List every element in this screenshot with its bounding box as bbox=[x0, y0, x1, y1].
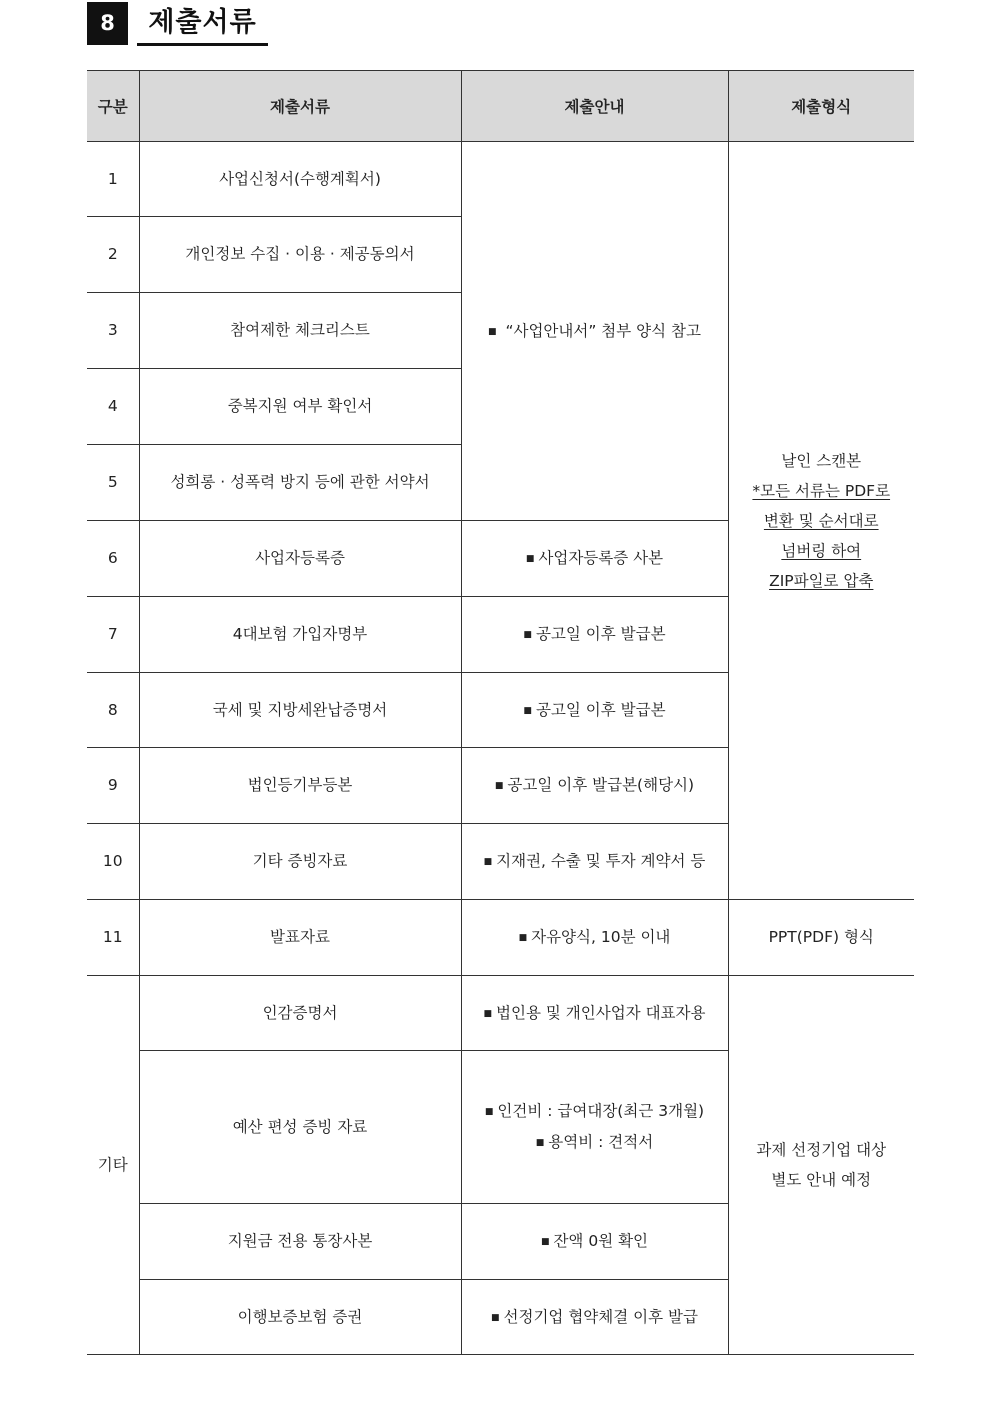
guide-cell bbox=[461, 824, 728, 900]
format-line: 날인 스캔본 bbox=[781, 451, 862, 470]
guide-text: 자유양식, 10분 이내 bbox=[531, 928, 671, 947]
row-number: 7 bbox=[87, 597, 139, 673]
format-underlined-text: *모든 서류는 PDF로 bbox=[752, 481, 891, 500]
document-name: 참여제한 체크리스트 bbox=[139, 293, 461, 369]
guide-text: 공고일 이후 발급본 bbox=[535, 625, 666, 644]
row-number: 3 bbox=[87, 293, 139, 369]
format-cell-other bbox=[728, 976, 914, 1355]
document-name: 기타 증빙자료 bbox=[139, 824, 461, 900]
guide-text: 사업자등록증 사본 bbox=[538, 549, 664, 568]
guide-cell bbox=[461, 900, 728, 976]
document-name: 예산 편성 증빙 자료 bbox=[139, 1051, 461, 1204]
section-number: 8 bbox=[87, 2, 128, 45]
square-bullet-icon: ■ bbox=[535, 1138, 545, 1148]
guide-cell bbox=[461, 1280, 728, 1355]
guide-cell bbox=[461, 521, 728, 597]
guide-line bbox=[462, 1096, 728, 1127]
guide-text: 공고일 이후 발급본(해당시) bbox=[507, 776, 695, 795]
row-number: 9 bbox=[87, 748, 139, 824]
format-underlined-text: 넘버링 하여 bbox=[781, 541, 862, 560]
guide-cell bbox=[461, 748, 728, 824]
row-number: 4 bbox=[87, 369, 139, 445]
shared-guide-cell bbox=[461, 142, 728, 521]
header-guide: 제출안내 bbox=[461, 71, 728, 142]
square-bullet-icon: ■ bbox=[518, 933, 528, 944]
square-bullet-icon: ■ bbox=[483, 857, 493, 868]
format-underlined-text: 변환 및 순서대로 bbox=[763, 511, 879, 530]
table-header-row bbox=[87, 71, 914, 142]
document-name: 성희롱 · 성폭력 방지 등에 관한 서약서 bbox=[139, 445, 461, 521]
square-bullet-icon: ■ bbox=[525, 554, 535, 565]
document-name: 사업신청서(수행계획서) bbox=[139, 142, 461, 217]
format-line bbox=[729, 536, 915, 566]
document-name: 법인등기부등본 bbox=[139, 748, 461, 824]
row-number: 1 bbox=[87, 142, 139, 217]
row-number: 8 bbox=[87, 673, 139, 748]
format-line: 과제 선정기업 대상 bbox=[756, 1141, 887, 1159]
format-cell: PPT(PDF) 형식 bbox=[728, 900, 914, 976]
guide-text: 잔액 0원 확인 bbox=[553, 1232, 649, 1251]
document-name: 사업자등록증 bbox=[139, 521, 461, 597]
document-name: 중복지원 여부 확인서 bbox=[139, 369, 461, 445]
format-cell-shared bbox=[728, 142, 914, 900]
square-bullet-icon: ■ bbox=[523, 630, 532, 641]
square-bullet-icon: ■ bbox=[484, 1107, 494, 1117]
row-number: 11 bbox=[87, 900, 139, 976]
square-bullet-icon: ■ bbox=[483, 1008, 493, 1019]
square-bullet-icon: ■ bbox=[494, 781, 504, 792]
format-line bbox=[729, 506, 915, 536]
document-name: 인감증명서 bbox=[139, 976, 461, 1051]
other-category-cell: 기타 bbox=[87, 976, 139, 1355]
format-line bbox=[729, 476, 915, 506]
guide-text: “사업안내서” 첨부 양식 참고 bbox=[505, 321, 701, 340]
table-row bbox=[87, 900, 914, 976]
format-line bbox=[729, 566, 915, 596]
row-number: 5 bbox=[87, 445, 139, 521]
row-number: 6 bbox=[87, 521, 139, 597]
guide-text: 법인용 및 개인사업자 대표자용 bbox=[496, 1003, 706, 1022]
guide-text: 인건비 : 급여대장(최근 3개월) bbox=[497, 1102, 705, 1120]
guide-text: 지재권, 수출 및 투자 계약서 등 bbox=[496, 852, 706, 871]
document-name: 개인정보 수집 · 이용 · 제공동의서 bbox=[139, 217, 461, 293]
square-bullet-icon: ■ bbox=[540, 1237, 550, 1248]
guide-cell bbox=[461, 597, 728, 673]
guide-cell bbox=[461, 1204, 728, 1280]
header-format: 제출형식 bbox=[728, 71, 914, 142]
guide-cell bbox=[461, 976, 728, 1051]
format-line: 별도 안내 예정 bbox=[771, 1171, 872, 1189]
row-number: 10 bbox=[87, 824, 139, 900]
document-name: 4대보험 가입자명부 bbox=[139, 597, 461, 673]
header-category: 구분 bbox=[87, 71, 139, 142]
table-row bbox=[87, 142, 914, 217]
square-bullet-icon: ■ bbox=[523, 705, 532, 716]
document-name: 이행보증보험 증권 bbox=[139, 1280, 461, 1355]
section-title: 제출서류 bbox=[137, 2, 268, 46]
guide-cell bbox=[461, 1051, 728, 1204]
square-bullet-icon: ■ bbox=[488, 326, 497, 337]
header-document: 제출서류 bbox=[139, 71, 461, 142]
table-row bbox=[87, 976, 914, 1051]
format-underlined-text: ZIP파일로 압축 bbox=[769, 571, 874, 590]
document-name: 발표자료 bbox=[139, 900, 461, 976]
guide-text: 공고일 이후 발급본 bbox=[535, 700, 666, 719]
document-name: 국세 및 지방세완납증명서 bbox=[139, 673, 461, 748]
document-name: 지원금 전용 통장사본 bbox=[139, 1204, 461, 1280]
guide-text: 선정기업 협약체결 이후 발급 bbox=[503, 1307, 698, 1326]
guide-text: 용역비 : 견적서 bbox=[548, 1133, 654, 1151]
square-bullet-icon: ■ bbox=[491, 1312, 500, 1323]
row-number: 2 bbox=[87, 217, 139, 293]
submission-documents-table bbox=[87, 70, 914, 1355]
guide-cell bbox=[461, 673, 728, 748]
guide-line bbox=[462, 1127, 728, 1158]
